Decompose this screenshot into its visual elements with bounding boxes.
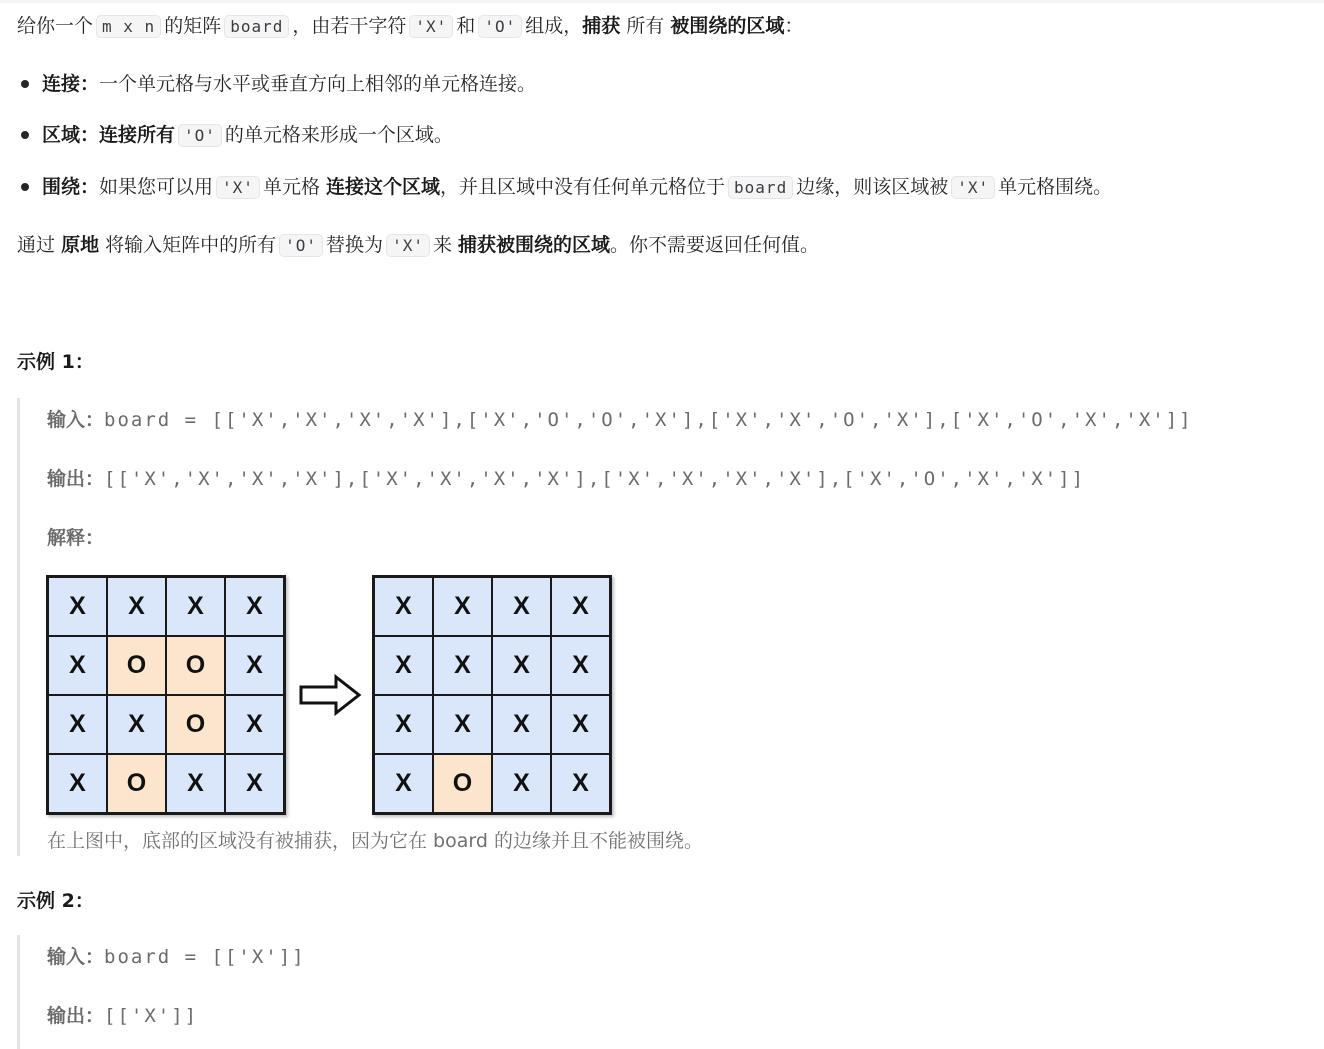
bold-text: 围绕： bbox=[42, 176, 100, 198]
board-cell: X bbox=[492, 754, 551, 813]
board-cell: O bbox=[107, 754, 166, 813]
bold-text: 被围绕的区域 bbox=[670, 15, 785, 37]
inline-code: 'X' bbox=[216, 176, 260, 199]
bold-text: 连接： bbox=[42, 73, 100, 95]
board-cell: X bbox=[374, 695, 433, 754]
input-value: board = [['X','X','X','X'],['X','O','O','X'],['X','X','O','X'],['X','O','X','X']] bbox=[104, 409, 1193, 431]
bullet-text: 边缘，则该区域被 bbox=[796, 176, 949, 198]
example-2-title: 示例 2： bbox=[17, 890, 94, 912]
board-cell: X bbox=[492, 577, 551, 636]
bullet-dot bbox=[21, 80, 29, 88]
para-text: 将输入矩阵中的所有 bbox=[105, 234, 277, 256]
inline-code: 'O' bbox=[478, 15, 522, 38]
output-value: [['X','X','X','X'],['X','X','X','X'],['X','X','X','X'],['X','O','X','X']] bbox=[104, 468, 1086, 490]
board-cell: X bbox=[433, 695, 492, 754]
board-cell: O bbox=[433, 754, 492, 813]
intro-paragraph bbox=[17, 13, 803, 40]
bullet-text: ，并且区域中没有任何单元格位于 bbox=[440, 176, 726, 198]
inline-code: board bbox=[728, 176, 793, 199]
example-1-input bbox=[47, 405, 1193, 432]
board-cell: O bbox=[166, 695, 225, 754]
board-cell: X bbox=[492, 636, 551, 695]
bullet-text: 单元格 bbox=[262, 176, 320, 198]
input-label: 输入： bbox=[47, 946, 105, 968]
intro-text: 所有 bbox=[626, 15, 665, 37]
example-1-output bbox=[47, 464, 1085, 491]
board-cell: X bbox=[166, 577, 225, 636]
example-1-block bbox=[17, 398, 1193, 856]
board-after-grid bbox=[372, 575, 612, 815]
bullet-connect bbox=[42, 71, 536, 97]
example-2-block bbox=[17, 935, 306, 1049]
input-label: 输入： bbox=[47, 409, 105, 431]
top-divider bbox=[0, 0, 1324, 3]
instruction-paragraph bbox=[17, 232, 819, 259]
board-cell: X bbox=[48, 695, 107, 754]
board-cell: X bbox=[48, 754, 107, 813]
board-cell: O bbox=[107, 636, 166, 695]
board-cell: X bbox=[48, 636, 107, 695]
bullet-text: 单元格围绕。 bbox=[998, 176, 1113, 198]
board-cell: X bbox=[433, 636, 492, 695]
inline-code: m x n bbox=[96, 15, 161, 38]
inline-code: 'X' bbox=[951, 176, 995, 199]
bold-text: 区域：连接所有 bbox=[42, 124, 176, 146]
para-text: 来 bbox=[432, 234, 452, 256]
output-label: 输出： bbox=[47, 468, 105, 490]
board-cell: X bbox=[551, 577, 610, 636]
board-cell: X bbox=[433, 577, 492, 636]
bullet-dot bbox=[21, 131, 29, 139]
board-cell: X bbox=[374, 636, 433, 695]
board-cell: X bbox=[48, 577, 107, 636]
board-cell: X bbox=[225, 695, 284, 754]
bullet-text: 如果您可以用 bbox=[99, 176, 214, 198]
output-value: [['X']] bbox=[104, 1005, 199, 1027]
bold-text: 原地 bbox=[61, 234, 100, 256]
board-cell: X bbox=[166, 754, 225, 813]
board-cell: X bbox=[225, 754, 284, 813]
board-cell: X bbox=[551, 636, 610, 695]
inline-code: 'O' bbox=[178, 124, 222, 147]
inline-code: board bbox=[224, 15, 289, 38]
example-1-caption: 在上图中，底部的区域没有被捕获，因为它在 board 的边缘并且不能被围绕。 bbox=[47, 830, 703, 852]
input-value: board = [['X']] bbox=[104, 946, 306, 968]
intro-text: ： bbox=[784, 15, 804, 37]
para-text: 通过 bbox=[17, 234, 56, 256]
explain-label: 解释： bbox=[47, 527, 105, 549]
para-text: 。你不需要返回任何值。 bbox=[610, 234, 820, 256]
bullet-text: 的单元格来形成一个区域。 bbox=[224, 124, 453, 146]
example-1-explain bbox=[47, 523, 104, 550]
example-1-title: 示例 1： bbox=[17, 351, 94, 373]
bold-text: 捕获 bbox=[582, 15, 621, 37]
bullet-region bbox=[42, 122, 453, 149]
board-cell: X bbox=[225, 636, 284, 695]
intro-text: 组成， bbox=[525, 15, 583, 37]
intro-text: ，由若干字符 bbox=[292, 15, 407, 37]
bullet-text: 一个单元格与水平或垂直方向上相邻的单元格连接。 bbox=[99, 73, 537, 95]
board-cell: X bbox=[551, 695, 610, 754]
inline-code: 'X' bbox=[386, 234, 430, 257]
example-2-input bbox=[47, 942, 306, 969]
board-cell: X bbox=[374, 754, 433, 813]
board-cell: X bbox=[225, 577, 284, 636]
board-before-grid bbox=[46, 575, 286, 815]
board-cell: X bbox=[107, 695, 166, 754]
board-cell: X bbox=[551, 754, 610, 813]
right-arrow-icon bbox=[298, 674, 362, 716]
board-cell: X bbox=[107, 577, 166, 636]
example-2-output bbox=[47, 1001, 198, 1028]
bullet-surround bbox=[42, 174, 1112, 201]
board-cell: O bbox=[166, 636, 225, 695]
intro-text: 和 bbox=[456, 15, 476, 37]
para-text: 替换为 bbox=[326, 234, 384, 256]
bold-text: 连接这个区域 bbox=[326, 176, 441, 198]
board-cell: X bbox=[492, 695, 551, 754]
bullet-dot bbox=[21, 183, 29, 191]
inline-code: 'X' bbox=[409, 15, 453, 38]
intro-text: 的矩阵 bbox=[164, 15, 222, 37]
intro-text: 给你一个 bbox=[17, 15, 94, 37]
output-label: 输出： bbox=[47, 1005, 105, 1027]
bold-text: 捕获被围绕的区域 bbox=[458, 234, 611, 256]
board-cell: X bbox=[374, 577, 433, 636]
inline-code: 'O' bbox=[279, 234, 323, 257]
